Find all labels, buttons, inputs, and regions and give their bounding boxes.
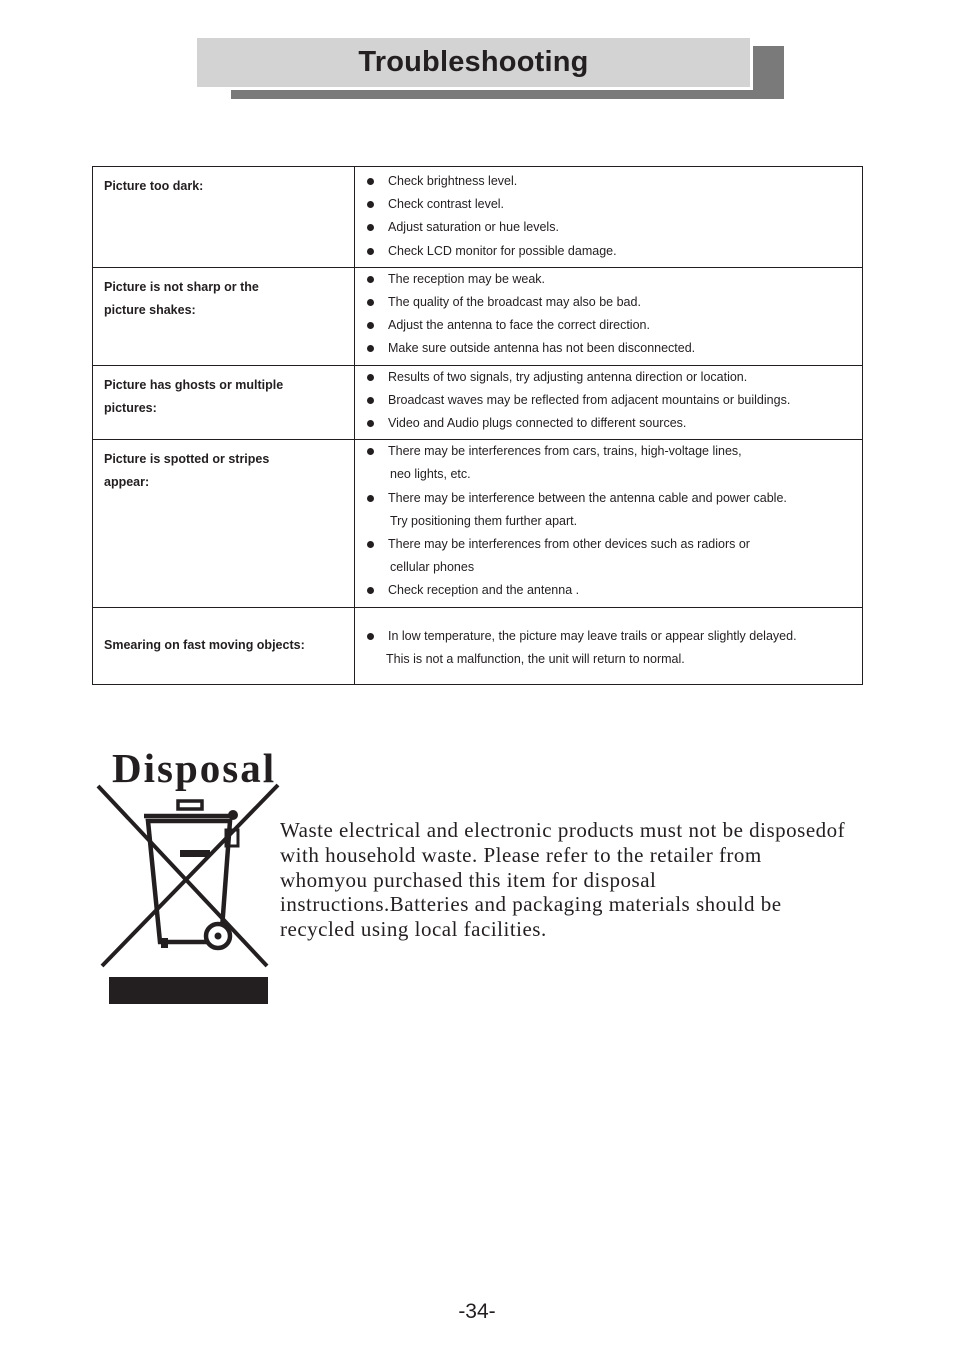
problem-label: Picture has ghosts or multiple xyxy=(104,377,284,392)
list-item xyxy=(367,579,852,602)
bullet-icon xyxy=(367,633,374,640)
solution-text: The reception may be weak. xyxy=(388,271,546,286)
problem-label: Picture is spotted or stripes xyxy=(104,452,270,467)
list-item xyxy=(367,366,852,389)
solution-text: Broadcast waves may be reflected from adjacent mountains or buildings. xyxy=(388,392,791,407)
list-item xyxy=(367,487,852,533)
bullet-icon xyxy=(367,178,374,185)
list-item xyxy=(367,291,852,314)
list-item xyxy=(367,240,852,263)
title-banner xyxy=(197,38,753,90)
problem-label: Smearing on fast moving objects: xyxy=(104,638,305,653)
bullet-icon xyxy=(367,397,374,404)
solution-text: cellular phones xyxy=(390,560,475,575)
solution-text: There may be interference between the antenna cable and power cable. xyxy=(388,490,787,505)
list-item xyxy=(367,314,852,337)
solution-text: The quality of the broadcast may also be bad. xyxy=(388,295,641,310)
solutions-cell xyxy=(355,365,863,440)
problem-label: pictures: xyxy=(104,400,157,415)
bullet-icon xyxy=(367,420,374,427)
troubleshooting-table xyxy=(92,166,863,685)
solution-text: Try positioning them further apart. xyxy=(390,513,578,528)
problem-cell xyxy=(93,267,355,365)
solution-text: There may be interferences from cars, trains, high-voltage lines, xyxy=(388,444,742,459)
list-item xyxy=(367,193,852,216)
problem-cell xyxy=(93,440,355,607)
page-number: -34- xyxy=(458,1300,496,1323)
list-item xyxy=(367,216,852,239)
list-item xyxy=(367,337,852,360)
bullet-icon xyxy=(367,248,374,255)
bullet-icon xyxy=(367,374,374,381)
solution-text: In low temperature, the picture may leave trails or appear slightly delayed. xyxy=(388,628,797,643)
solution-text: Check reception and the antenna . xyxy=(388,583,580,598)
table-row xyxy=(93,440,863,607)
solution-text: There may be interferences from other devices such as radiors or xyxy=(388,537,750,552)
page-title: Troubleshooting xyxy=(358,46,589,78)
solution-text: Adjust the antenna to face the correct direction. xyxy=(388,318,650,333)
solution-text: Check LCD monitor for possible damage. xyxy=(388,243,617,258)
solution-text: Check brightness level. xyxy=(388,174,518,188)
problem-cell xyxy=(93,167,355,268)
bullet-icon xyxy=(367,587,374,594)
solutions-cell xyxy=(355,607,863,684)
problem-label: picture shakes: xyxy=(104,302,196,317)
solution-text: Check contrast level. xyxy=(388,197,505,212)
solutions-cell xyxy=(355,440,863,607)
bullet-icon xyxy=(367,345,374,352)
bullet-icon xyxy=(367,448,374,455)
solution-text: Results of two signals, try adjusting antenna direction or location. xyxy=(388,369,748,384)
solutions-cell xyxy=(355,267,863,365)
problem-label: Picture too dark: xyxy=(104,179,204,193)
crossed-out-wheelie-bin-icon xyxy=(95,780,280,1008)
bullet-icon xyxy=(367,495,374,502)
disposal-title: Disposal xyxy=(112,745,277,791)
solution-text: Video and Audio plugs connected to different sources. xyxy=(388,416,687,431)
problem-label: appear: xyxy=(104,475,150,490)
bullet-icon xyxy=(367,541,374,548)
disposal-instructions: Waste electrical and electronic products must not be disposedof with household waste. Please refer to the retailer from whomyou purchased this item for disposal instructions.Batteries and packaging materials should be recycled using local facilities. xyxy=(280,818,846,942)
bullet-icon xyxy=(367,201,374,208)
table-row xyxy=(93,267,863,365)
solutions-cell xyxy=(355,167,863,268)
solution-text: Make sure outside antenna has not been disconnected. xyxy=(388,341,696,356)
solution-text: This is not a malfunction, the unit will return to normal. xyxy=(386,651,685,666)
table-row xyxy=(93,167,863,268)
table-row xyxy=(93,365,863,440)
solution-text: neo lights, etc. xyxy=(390,467,471,482)
list-item xyxy=(367,440,852,486)
problem-cell xyxy=(93,607,355,684)
problem-cell xyxy=(93,365,355,440)
bullet-icon xyxy=(367,224,374,231)
list-item xyxy=(367,625,852,671)
list-item xyxy=(367,389,852,412)
list-item xyxy=(367,170,852,193)
list-item xyxy=(367,412,852,435)
table-row xyxy=(93,607,863,684)
problem-label: Picture is not sharp or the xyxy=(104,279,259,294)
solution-text: Adjust saturation or hue levels. xyxy=(388,220,559,235)
list-item xyxy=(367,533,852,579)
bullet-icon xyxy=(367,299,374,306)
bullet-icon xyxy=(367,322,374,329)
bullet-icon xyxy=(367,276,374,283)
list-item xyxy=(367,268,852,291)
